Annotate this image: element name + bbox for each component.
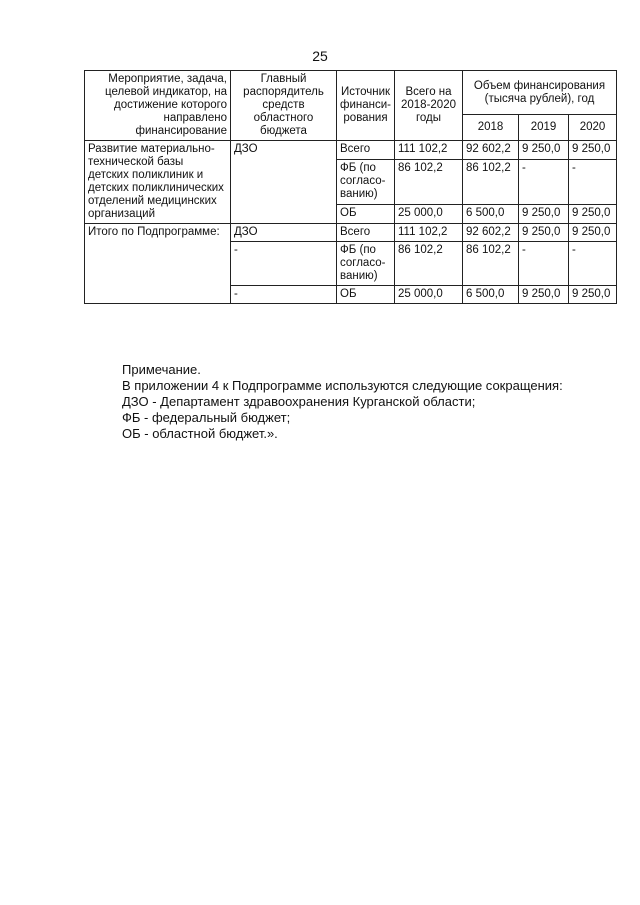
year-2018-cell: 86 102,2	[463, 159, 519, 205]
total-cell: 25 000,0	[395, 286, 463, 304]
year-2018-cell: 92 602,2	[463, 141, 519, 160]
header-source: Источник финансирования	[337, 71, 395, 141]
year-2020-cell: 9 250,0	[569, 224, 617, 242]
total-cell: 111 102,2	[395, 141, 463, 160]
header-volume: Объем финансирования (тысяча рублей), год	[463, 71, 617, 115]
total-cell: 86 102,2	[395, 159, 463, 205]
year-2020-cell: 9 250,0	[569, 141, 617, 160]
abbreviations-note	[122, 362, 622, 442]
manager-cell: -	[231, 286, 337, 304]
note-intro: В приложении 4 к Подпрограмме используются следующие сокращения:	[122, 378, 563, 393]
year-2020-cell: -	[569, 159, 617, 205]
year-2018-cell: 92 602,2	[463, 224, 519, 242]
note-item: ОБ - областной бюджет.».	[122, 426, 278, 441]
header-year-2020: 2020	[569, 115, 617, 141]
source-cell: ОБ	[337, 205, 395, 224]
page-number: 25	[312, 48, 328, 64]
manager-cell: -	[231, 242, 337, 286]
table-row	[85, 141, 617, 160]
header-year-2019: 2019	[519, 115, 569, 141]
measure-cell: Развитие материально-технической базы детских поликлиник и детских поликлинических отделений медицинских организаций	[85, 141, 231, 224]
header-measure: Мероприятие, задача, целевой индикатор, на достижение которого направлено финансирование	[85, 71, 231, 141]
manager-cell: ДЗО	[231, 224, 337, 242]
funding-table	[84, 70, 617, 304]
note-item: ДЗО - Департамент здравоохранения Курганской области;	[122, 394, 476, 409]
source-cell: ФБ (по согласованию)	[337, 242, 395, 286]
table-row	[85, 224, 617, 242]
total-cell: 86 102,2	[395, 242, 463, 286]
source-cell: ОБ	[337, 286, 395, 304]
year-2019-cell: -	[519, 159, 569, 205]
manager-cell: ДЗО	[231, 141, 337, 224]
measure-cell: Итого по Подпрограмме:	[85, 224, 231, 304]
year-2020-cell: 9 250,0	[569, 286, 617, 304]
header-year-2018: 2018	[463, 115, 519, 141]
note-item: ФБ - федеральный бюджет;	[122, 410, 291, 425]
source-cell: Всего	[337, 141, 395, 160]
year-2020-cell: 9 250,0	[569, 205, 617, 224]
note-title: Примечание.	[122, 362, 201, 377]
year-2019-cell: 9 250,0	[519, 286, 569, 304]
source-cell: ФБ (по согласованию)	[337, 159, 395, 205]
year-2020-cell: -	[569, 242, 617, 286]
source-cell: Всего	[337, 224, 395, 242]
year-2018-cell: 6 500,0	[463, 205, 519, 224]
year-2019-cell: -	[519, 242, 569, 286]
header-manager: Главный распорядитель средств областного бюджета	[231, 71, 337, 141]
year-2018-cell: 86 102,2	[463, 242, 519, 286]
year-2018-cell: 6 500,0	[463, 286, 519, 304]
header-total: Всего на 2018-2020 годы	[395, 71, 463, 141]
year-2019-cell: 9 250,0	[519, 141, 569, 160]
total-cell: 25 000,0	[395, 205, 463, 224]
year-2019-cell: 9 250,0	[519, 205, 569, 224]
year-2019-cell: 9 250,0	[519, 224, 569, 242]
total-cell: 111 102,2	[395, 224, 463, 242]
